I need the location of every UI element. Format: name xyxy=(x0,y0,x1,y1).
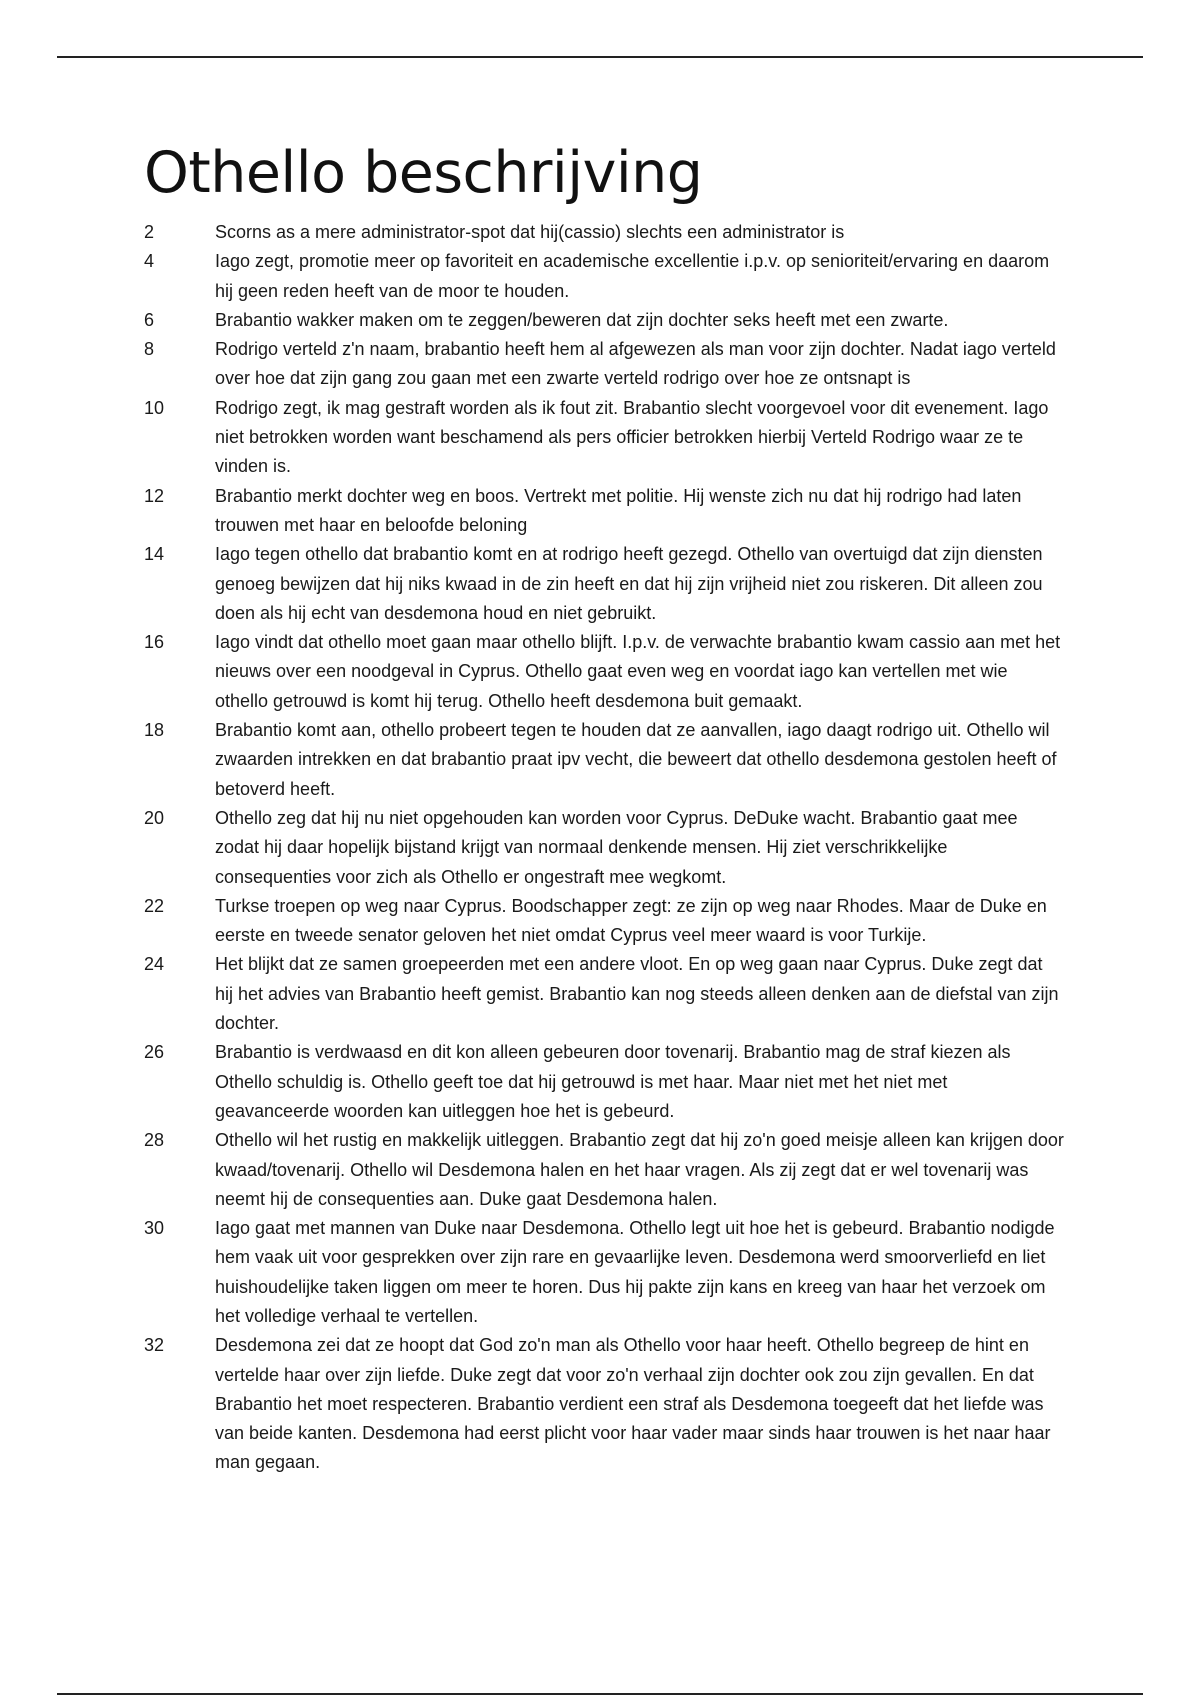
list-item xyxy=(144,247,1064,306)
summary-text: Othello zeg dat hij nu niet opgehouden kan worden voor Cyprus. DeDuke wacht. Brabantio gaat mee zodat hij daar hopelijk bijstand krijgt van normaal denkende mensen. Hij ziet verschrikkelijke consequenties voor zich als Othello er ongestraft mee wegkomt. xyxy=(215,807,1018,887)
line-number: 12 xyxy=(144,485,165,506)
list-item xyxy=(144,1126,1064,1214)
summary-text: Iago vindt dat othello moet gaan maar othello blijft. I.p.v. de verwachte brabantio kwam cassio aan met het nieuws over een noodgeval in Cyprus. Othello gaat even weg en voordat iago kan vertellen met wie othello getrouwd is komt hij terug. Othello heeft desdemona buit gemaakt. xyxy=(215,632,1061,711)
list-item xyxy=(144,335,1064,394)
summary-text: Brabantio komt aan, othello probeert tegen te houden dat ze aanvallen, iago daagt rodrigo uit. Othello wil zwaarden intrekken en dat brabantio praat ipv vecht, die beweert dat othello desdemona gestolen heeft of betoverd heeft. xyxy=(215,720,1057,799)
summary-text: Rodrigo verteld z'n naam, brabantio heeft hem al afgewezen als man voor zijn dochter. Nadat iago verteld over hoe dat zijn gang zou gaan met een zwarte verteld rodrigo over hoe ze ontsnapt is xyxy=(215,339,1056,389)
summary-text: Brabantio wakker maken om te zeggen/beweren dat zijn dochter seks heeft met een zwarte. xyxy=(215,309,949,330)
summary-text: Turkse troepen op weg naar Cyprus. Boodschapper zegt: ze zijn op weg naar Rhodes. Maar de Duke en eerste en tweede senator geloven het niet omdat Cyprus veel meer waard is voor Turkije. xyxy=(215,895,1047,946)
summary-text: Rodrigo zegt, ik mag gestraft worden als ik fout zit. Brabantio slecht voorgevoel voor dit evenement. Iago niet betrokken worden want beschamend als pers officier betrokken hierbij Verteld Rodrigo waar ze te vinden is. xyxy=(215,397,1049,477)
line-number: 2 xyxy=(144,222,155,242)
line-number: 10 xyxy=(144,397,165,418)
summary-text: Brabantio merkt dochter weg en boos. Vertrekt met politie. Hij wenste zich nu dat hij rodrigo had laten trouwen met haar en beloofde beloning xyxy=(215,485,1022,535)
summary-text: Iago tegen othello dat brabantio komt en at rodrigo heeft gezegd. Othello van overtuigd dat zijn diensten genoeg bewijzen dat hij niks kwaad in de zin heeft en dat hij zijn vrijheid niet zou riskeren. Dit alleen zou doen als hij echt van desdemona houd en niet gebruikt. xyxy=(215,544,1043,623)
header-rule xyxy=(57,56,1143,58)
line-number: 6 xyxy=(144,309,155,330)
line-number: 8 xyxy=(144,339,155,360)
page-title: Othello beschrijving xyxy=(144,140,703,206)
list-item xyxy=(144,892,1064,951)
line-number: 32 xyxy=(144,1335,165,1356)
list-item xyxy=(144,1038,1064,1126)
document-body xyxy=(144,138,1064,1478)
line-number: 26 xyxy=(144,1042,165,1063)
line-number: 24 xyxy=(144,954,165,975)
list-item xyxy=(144,1214,1064,1331)
line-number: 20 xyxy=(144,807,165,828)
summary-text: Desdemona zei dat ze hoopt dat God zo'n man als Othello voor haar heeft. Othello begreep de hint en vertelde haar over zijn liefde. Duke zegt dat voor zo'n verhaal zijn dochter ook zou zijn gevallen. En dat Brabantio het moet respecteren. Brabantio verdient een straf als Desdemona toegeeft dat het liefde was van beide kanten. Desdemona had eerst plicht voor haar vader maar sinds haar trouwen is het naar haar man gegaan. xyxy=(215,1335,1051,1473)
summary-text: Scorns as a mere administrator-spot dat hij(cassio) slechts een administrator is xyxy=(215,222,845,242)
list-item xyxy=(144,306,1064,335)
list-item xyxy=(144,218,1064,247)
footer-rule xyxy=(57,1693,1143,1695)
list-item xyxy=(144,394,1064,482)
line-number: 22 xyxy=(144,895,165,916)
summary-text: Iago zegt, promotie meer op favoriteit en academische excellentie i.p.v. op senioriteit/ervaring en daarom hij geen reden heeft van de moor te houden. xyxy=(215,251,1050,301)
list-item xyxy=(144,482,1064,541)
line-number: 14 xyxy=(144,544,165,565)
line-number: 16 xyxy=(144,632,165,653)
summary-text: Othello wil het rustig en makkelijk uitleggen. Brabantio zegt dat hij zo'n goed meisje alleen kan krijgen door kwaad/tovenarij. Othello wil Desdemona halen en het haar vragen. Als zij zegt dat er wel tovenarij was neemt hij de consequenties aan. Duke gaat Desdemona halen. xyxy=(215,1130,1064,1209)
scene-summary-list xyxy=(144,218,1064,1478)
list-item xyxy=(144,716,1064,804)
summary-text: Iago gaat met mannen van Duke naar Desdemona. Othello legt uit hoe het is gebeurd. Brabantio nodigde hem vaak uit voor gesprekken over zijn rare en gevaarlijke leven. Desdemona werd smoorverliefd en liet huishoudelijke taken liggen om meer te horen. Dus hij pakte zijn kans en kreeg van haar het verzoek om het volledige verhaal te vertellen. xyxy=(215,1218,1055,1326)
line-number: 4 xyxy=(144,251,155,272)
line-number: 28 xyxy=(144,1130,165,1151)
list-item xyxy=(144,628,1064,716)
summary-text: Het blijkt dat ze samen groepeerden met een andere vloot. En op weg gaan naar Cyprus. Duke zegt dat hij het advies van Brabantio heeft gemist. Brabantio kan nog steeds alleen denken aan de diefstal van zijn dochter. xyxy=(215,954,1059,1034)
summary-text: Brabantio is verdwaasd en dit kon alleen gebeuren door tovenarij. Brabantio mag de straf kiezen als Othello schuldig is. Othello geeft toe dat hij getrouwd is met haar. Maar niet met het niet met geavanceerde woorden kan uitleggen hoe het is gebeurd. xyxy=(215,1042,1011,1121)
list-item xyxy=(144,950,1064,1038)
list-item xyxy=(144,540,1064,628)
line-number: 30 xyxy=(144,1218,165,1239)
list-item xyxy=(144,804,1064,892)
list-item xyxy=(144,1331,1064,1477)
line-number: 18 xyxy=(144,720,165,741)
